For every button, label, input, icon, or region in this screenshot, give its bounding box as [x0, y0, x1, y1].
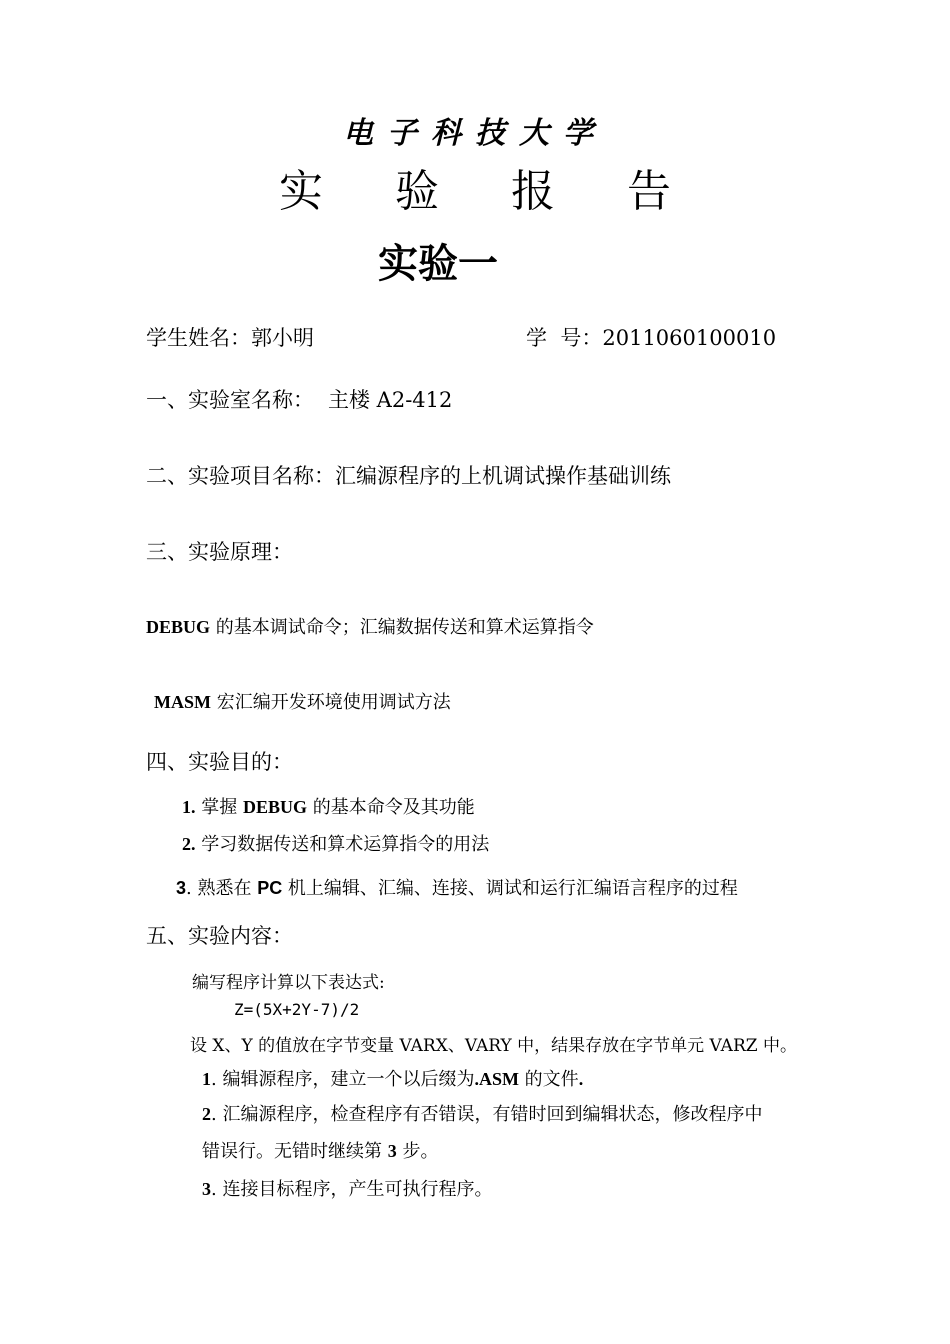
step-3-num: 3 — [202, 1179, 211, 1199]
step-3-text: . 连接目标程序，产生可执行程序。 — [211, 1179, 493, 1200]
purpose-3-bold: PC — [257, 878, 283, 898]
project-line — [146, 460, 671, 490]
step-1 — [202, 1065, 583, 1091]
purpose-1-bold: DEBUG — [242, 797, 307, 817]
step-1-text: . 编辑源程序，建立一个以后缀为 — [211, 1069, 475, 1090]
purpose-3-text: 机上编辑、汇编、连接、调试和运行汇编语言程序的过程 — [282, 878, 738, 899]
purpose-2-num: 2. — [182, 834, 196, 854]
step-2-cont-pre: 错误行。无错时继续第 — [202, 1141, 388, 1162]
purpose-item-2 — [182, 830, 489, 856]
purpose-1-num: 1. — [182, 797, 196, 817]
step-3 — [202, 1175, 492, 1201]
principle-item-2 — [154, 688, 451, 714]
principle-2-bold: MASM — [154, 692, 211, 712]
purpose-3-pre: . 熟悉在 — [186, 878, 258, 899]
step-2-num: 2 — [202, 1104, 211, 1124]
student-name-line — [146, 322, 314, 352]
step-1-num: 1 — [202, 1069, 211, 1089]
report-title-char: 验 — [395, 166, 439, 217]
student-name-label: 学生姓名： — [146, 326, 251, 350]
step-2-text: . 汇编源程序，检查程序有否错误，有错时回到编辑状态，修改程序中 — [211, 1104, 763, 1125]
step-2-cont-tail: 步。 — [396, 1141, 439, 1162]
student-id-line — [526, 322, 776, 352]
content-intro: 编写程序计算以下表达式: — [192, 973, 385, 993]
step-1-dot: . — [578, 1069, 584, 1089]
step-1-bold: .ASM — [474, 1069, 519, 1089]
step-1-tail: 的文件 — [518, 1069, 579, 1090]
step-2-continued — [202, 1137, 438, 1163]
report-title — [0, 155, 950, 219]
report-title-char: 报 — [511, 166, 555, 217]
content-heading: 五、实验内容： — [146, 924, 293, 948]
project-value: 汇编源程序的上机调试操作基础训练 — [335, 464, 671, 488]
student-id: 2011060100010 — [602, 326, 777, 350]
principle-1-bold: DEBUG — [146, 617, 211, 637]
principle-1-text: 的基本调试命令；汇编数据传送和算术运算指令 — [210, 617, 594, 638]
purpose-2-text: 学习数据传送和算术运算指令的用法 — [195, 834, 490, 855]
university-name: 电子科技大学 — [343, 116, 607, 151]
step-2 — [202, 1100, 762, 1126]
content-formula: Z=(5X+2Y-7)/2 — [234, 1000, 360, 1019]
principle-2-text: 宏汇编开发环境使用调试方法 — [211, 692, 451, 713]
lab-line — [146, 384, 452, 414]
experiment-title: 实验一 — [378, 241, 498, 287]
purpose-3-num: 3 — [176, 878, 187, 898]
purpose-heading: 四、实验目的： — [146, 750, 293, 774]
step-2-cont-bold: 3 — [387, 1141, 397, 1161]
purpose-1-text: 的基本命令及其功能 — [306, 797, 475, 818]
report-title-char: 实 — [279, 166, 323, 217]
lab-value: 主楼 A2-412 — [328, 388, 453, 412]
lab-label: 一、实验室名称： — [146, 388, 314, 412]
purpose-item-3 — [176, 874, 738, 900]
content-description: 设 X、Y 的值放在字节变量 VARX、VARY 中，结果存放在字节单元 VARZ 中。 — [190, 1036, 797, 1056]
principle-item-1 — [146, 613, 594, 639]
student-id-label: 学 号： — [526, 326, 603, 350]
purpose-item-1 — [182, 793, 475, 819]
project-label: 二、实验项目名称： — [146, 464, 335, 488]
purpose-1-pre: 掌握 — [195, 797, 243, 818]
principle-heading: 三、实验原理： — [146, 540, 293, 564]
student-name: 郭小明 — [251, 326, 314, 350]
report-title-char: 告 — [627, 166, 671, 217]
